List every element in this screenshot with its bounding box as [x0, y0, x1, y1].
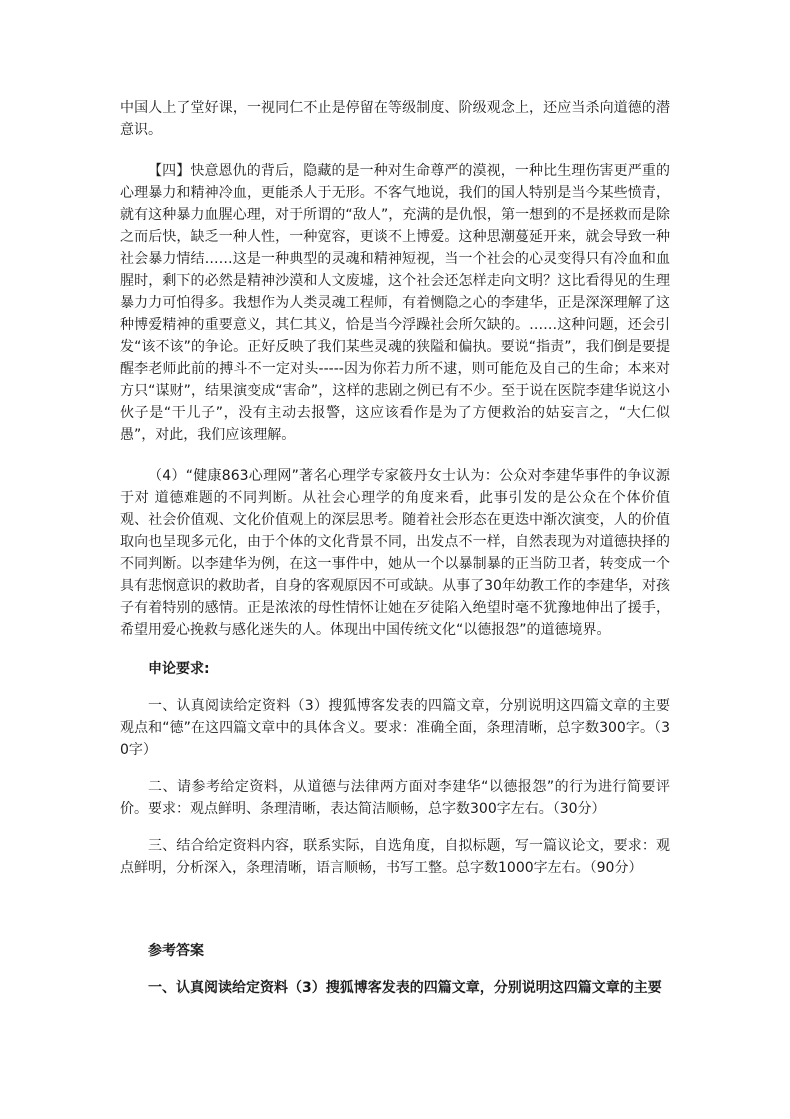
document-body	[120, 97, 670, 999]
requirements-heading: 申论要求:	[148, 661, 210, 677]
paragraph-expert-opinion: （4）“健康863心理网”著名心理学专家筱丹女士认为：公众对李建华事件的争议源于对 道德难题的不同判断。从社会心理学的角度来看，此事引发的是公众在个体价值观、社会价值观、文化价值观上的深层思考。随着社会形态在更迭中渐次演变，人的价值取向也呈现多元化，由于个体的文化背景不同，出发点不一样，自然表现为对道德抉择的不同判断。以李建华为例，在这一事件中，她从一个以暴制暴的正当防卫者，转变成一个具有悲悯意识的救助者，自身的客观原因不可或缺。从事了30年幼教工作的李建华，对孩子有着特别的感情。正是浓浓的母性情怀让她在歹徒陷入绝望时毫不犹豫地伸出了援手，希望用爱心挽救与感化迷失的人。体现出中国传统文化“以德报怨”的道德境界。	[120, 468, 670, 638]
answers-heading: 参考答案	[148, 943, 204, 959]
requirement-item-2: 二、请参考给定资料，从道德与法律两方面对李建华“以德报怨”的行为进行简要评价。要求：观点鲜明、条理清晰，表达简洁顺畅，总字数300字左右。（30分）	[120, 779, 670, 817]
paragraph-continuation: 中国人上了堂好课，一视同仁不止是停留在等级制度、阶级观念上，还应当杀向道德的潜意识。	[120, 100, 670, 138]
requirement-item-1: 一、认真阅读给定资料（3）搜狐博客发表的四篇文章，分别说明这四篇文章的主要观点和“德”在这四篇文章中的具体含义。要求：准确全面，条理清晰，总字数300字。（30字）	[120, 698, 670, 758]
paragraph-section-four: 【四】快意恩仇的背后，隐藏的是一种对生命尊严的漠视，一种比生理伤害更严重的心理暴力和精神冷血，更能杀人于无形。不客气地说，我们的国人特别是当今某些愤青，就有这种暴力血腥心理，对于所谓的“敌人”，充满的是仇恨，第一想到的不是拯救而是除之而后快，缺乏一种人性，一种宽容，更谈不上博爱。这种思潮蔓延开来，就会导致一种社会暴力情结……这是一种典型的灵魂和精神短视，当一个社会的心灵变得只有冷血和血腥时，剩下的必然是精神沙漠和人文废墟，这个社会还怎样走向文明？这比看得见的生理暴力力可怕得多。我想作为人类灵魂工程师，有着恻隐之心的李建华，正是深深理解了这种博爱精神的重要意义，其仁其义，恰是当今浮躁社会所欠缺的。……这种问题，还会引发“该不该”的争论。正好反映了我们某些灵魂的狭隘和偏执。要说“指责”，我们倒是要提醒李老师此前的搏斗不一定对头-----因为你若力所不逮，则可能危及自己的生命；本来对方只“谋财”，结果演变成“害命”，这样的悲剧之例已有不少。至于说在医院李建华说这小伙子是“干儿子”，没有主动去报警，这应该看作是为了方便救治的姑妄言之，“大仁似愚”，对此，我们应该理解。	[120, 163, 670, 443]
answer-1-heading: 一、认真阅读给定资料（3）搜狐博客发表的四篇文章，分别说明这四篇文章的主要	[148, 980, 662, 996]
requirement-item-3: 三、结合给定资料内容，联系实际，自选角度，自拟标题，写一篇议论文，要求：观点鲜明，分析深入，条理清晰，语言顺畅，书写工整。总字数1000字左右。（90分）	[120, 838, 670, 876]
